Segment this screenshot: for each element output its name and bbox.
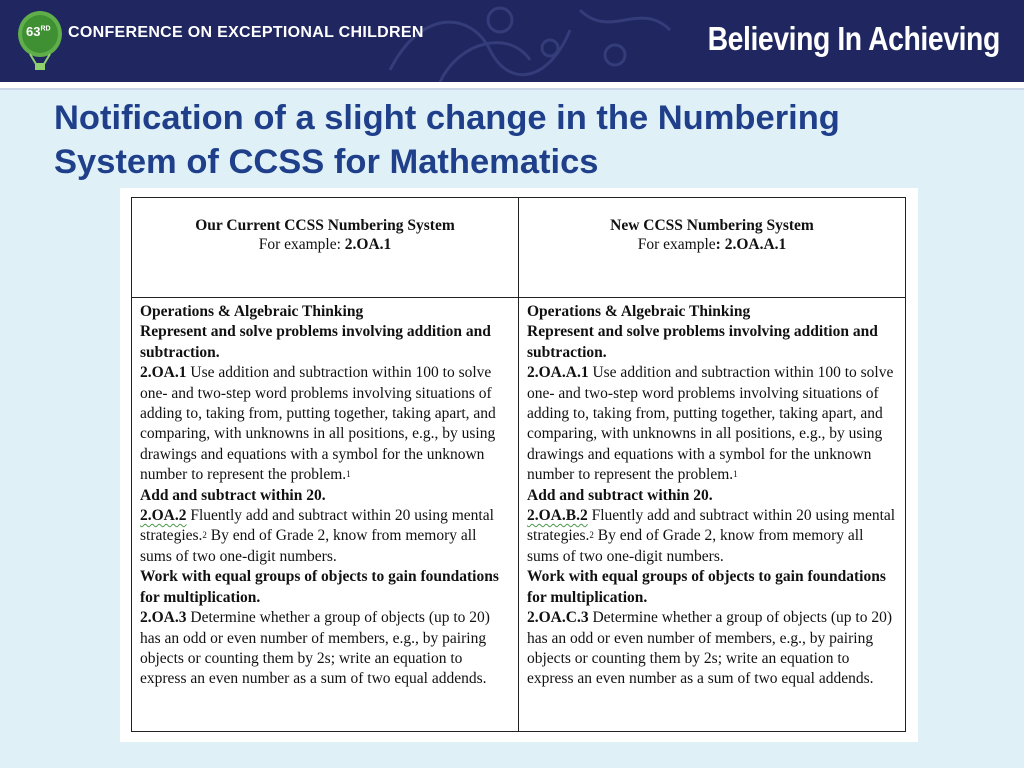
domain-heading: Operations & Algebraic Thinking (527, 303, 751, 320)
standard-2oa2: 2.OA.2 Fluently add and subtract within 20 using mental strategies.$^2$ By end of Grade 2, know from memory all sums of two one-digit numbers. (140, 507, 494, 565)
title-line-2: System of CCSS for Mathematics (54, 143, 599, 181)
new-system-cell (519, 298, 906, 732)
cluster-heading: Represent and solve problems involving addition and subtraction. (527, 323, 878, 361)
ccss-table-image (120, 188, 918, 742)
table-body-row (132, 298, 906, 732)
cluster-heading: Add and subtract within 20. (140, 486, 326, 504)
cluster-heading: Represent and solve problems involving addition and subtraction. (140, 323, 491, 361)
header-divider-shadow (0, 88, 1024, 90)
conference-name: CONFERENCE ON EXCEPTIONAL CHILDREN (68, 24, 424, 41)
standard-2oa1: 2.OA.1 Use addition and subtraction within 100 to solve one- and two-step word problems involving situations of adding to, taking from, putting together, taking apart, and comparing, with unknowns in all positions, e.g., by using drawings and equations with a symbol for the unknown number to represent the problem.$^1$ (140, 364, 496, 484)
cluster-heading: Add and subtract within 20. (527, 486, 713, 504)
current-system-header: Our Current CCSS Numbering System For example: 2.OA.1 (132, 198, 519, 298)
standard-2oac3: 2.OA.C.3 Determine whether a group of objects (up to 20) has an odd or even number of members, e.g., by pairing objects or counting them by 2s; write an equation to express an even number as a sum of two equal addends. (527, 609, 893, 688)
standard-2oab2: 2.OA.B.2 Fluently add and subtract within 20 using mental strategies.$^2$ By end of Grade 2, know from memory all sums of two one-digit numbers. (527, 507, 896, 565)
cluster-heading: Work with equal groups of objects to gain foundations for multiplication. (140, 568, 499, 606)
badge-number: 63RD (26, 24, 51, 39)
new-system-header: New CCSS Numbering System For example: 2.OA.A.1 (519, 198, 906, 298)
table-header-row (132, 198, 906, 298)
domain-heading: Operations & Algebraic Thinking (140, 303, 364, 320)
standard-2oa3: 2.OA.3 Determine whether a group of objects (up to 20) has an odd or even number of members, e.g., by pairing objects or counting them by 2s; write an equation to express an even number as a sum of two equal addends. (140, 609, 490, 688)
title-line-1: Notification of a slight change in the Numbering (54, 99, 840, 137)
ccss-comparison-table (131, 197, 906, 732)
cluster-heading: Work with equal groups of objects to gain foundations for multiplication. (527, 568, 886, 606)
tagline: Believing In Achieving (707, 20, 1000, 57)
balloon-logo-icon (16, 10, 64, 72)
header-banner (0, 0, 1024, 82)
standard-2oaa1: 2.OA.A.1 Use addition and subtraction within 100 to solve one- and two-step word problems involving situations of adding to, taking from, putting together, taking apart, and comparing, with unknowns in all positions, e.g., by using drawings and equations with a symbol for the unknown number to represent the problem.$^1$ (527, 364, 894, 484)
slide-title (54, 96, 994, 184)
current-system-cell (132, 298, 519, 732)
